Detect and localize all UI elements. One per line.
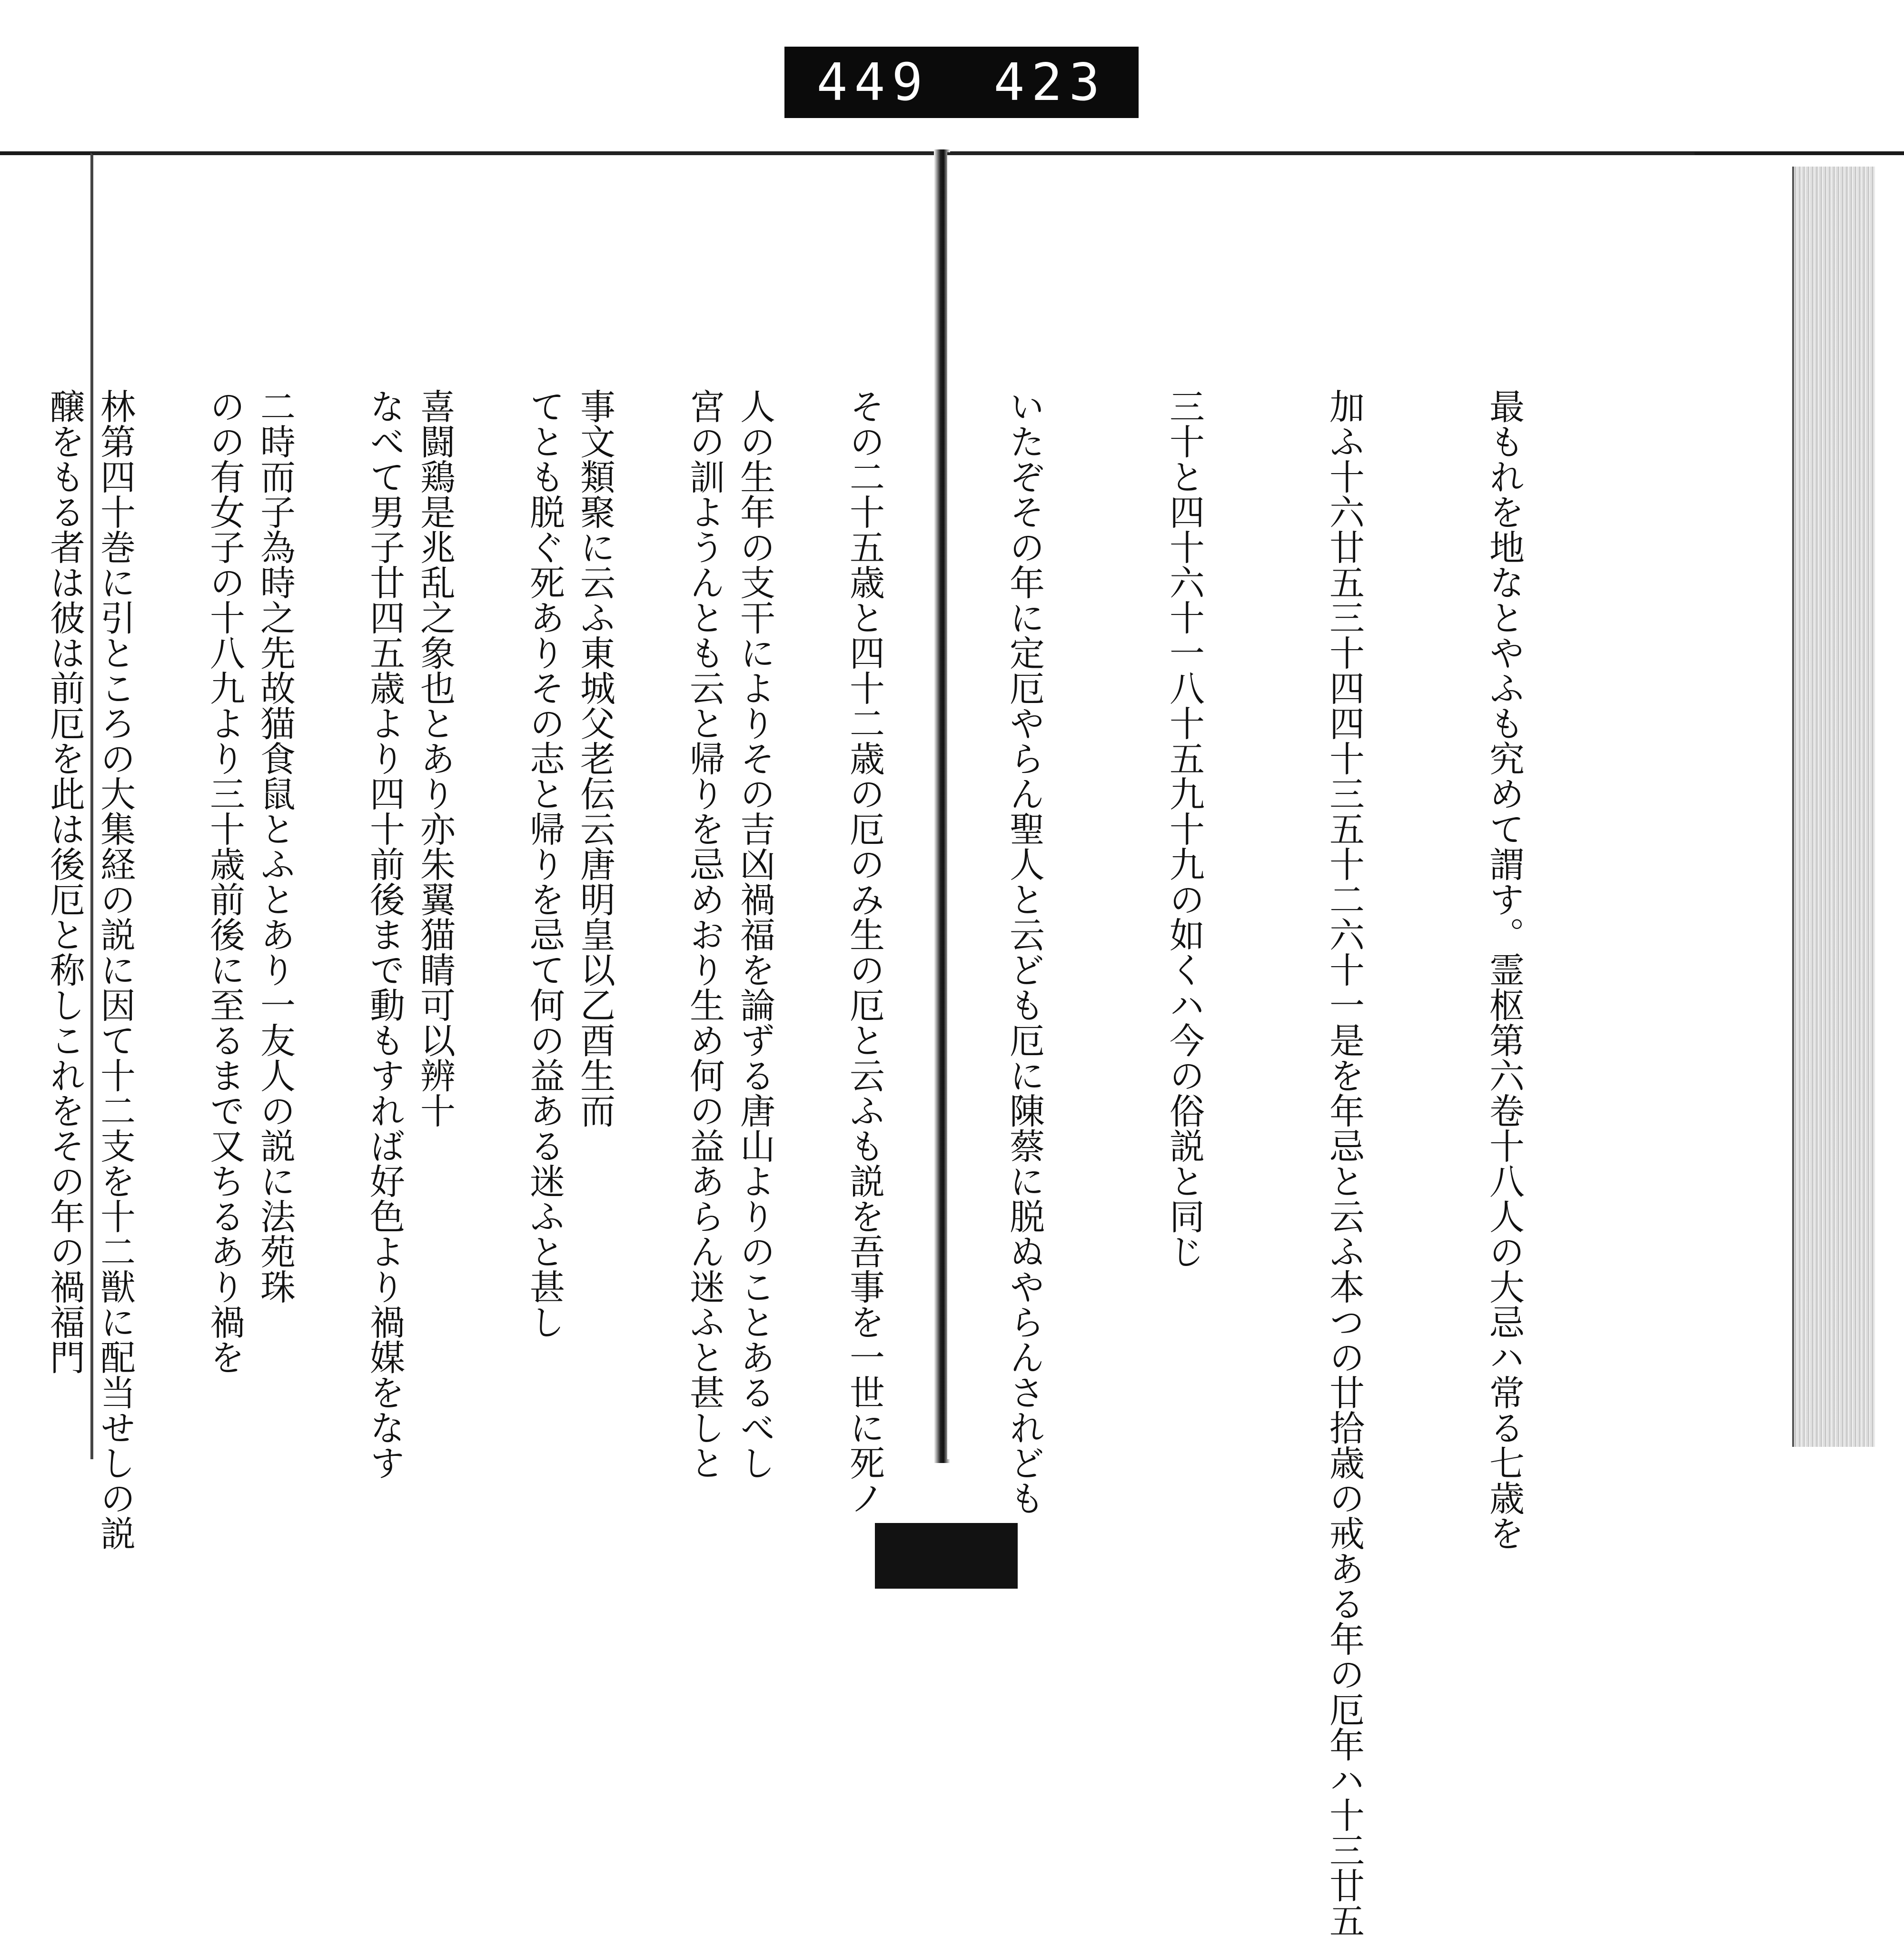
right-text-column: 醸をもる者は彼は前厄を此は後厄と称しこれをその年の禍福門 bbox=[44, 388, 85, 1374]
right-text-column: その二十五歳と四十二歳の厄のみ生の厄と云ふも説を吾事を一世に死ノ bbox=[844, 388, 885, 1515]
open-book bbox=[44, 152, 1823, 1938]
right-page-number: 423 bbox=[993, 52, 1107, 112]
right-text-column: なべて男子廿四五歳より四十前後まで動もすれば好色より禍媒をなす bbox=[364, 388, 405, 1480]
right-text-column: 最もれを地なとやふも究めて謂す。霊枢第六卷十八人の大忌ハ常る七歳を bbox=[1484, 388, 1525, 1551]
left-text-column: 喜闘鶏是兆乱之象也とあり亦朱翼猫睛可以辨十 bbox=[415, 388, 456, 1128]
right-text-column: のの有女子の十八九より三十歳前後に至るまで又ちるあり禍を bbox=[204, 388, 245, 1374]
spine-shadow bbox=[875, 1523, 1018, 1589]
right-text-column: いたぞその年に定厄やらん聖人と云ども厄に陳蔡に脱ぬやらんされども bbox=[1004, 388, 1045, 1515]
left-text-column: 二時而子為時之先故猫食鼠とふとあり一友人の説に法苑珠 bbox=[255, 388, 296, 1304]
page-number-label bbox=[784, 47, 1139, 118]
page-edge-stack bbox=[1792, 167, 1875, 1447]
left-page-number: 449 bbox=[816, 52, 930, 112]
left-text-column: 林第四十巻に引ところの大集経の説に因て十二支を十二獣に配当せしの説 bbox=[95, 388, 136, 1551]
right-text-column: 加ふ十六廿五三十四四十三五十二六十一是を年忌と云ふ本つの廿拾歳の戒ある年の厄年ハ十三廿五 bbox=[1324, 388, 1365, 1938]
right-text-column: 三十と四十六十一八十五九十九の如くハ今の俗説と同じ bbox=[1164, 388, 1205, 1269]
right-text-column: 宮の訓ようんとも云と帰りを忌めおり生め何の益あらん迷ふと甚しと bbox=[684, 388, 725, 1480]
right-text-column: てとも脱ぐ死ありその志と帰りを忌て何の益ある迷ふと甚し bbox=[524, 388, 565, 1339]
left-text-column: 人の生年の支干によりその吉凶禍福を論ずる唐山よりのことあるべし bbox=[734, 388, 775, 1480]
left-text-column: 事文類聚に云ふ東城父老伝云唐明皇以乙酉生而 bbox=[575, 388, 615, 1128]
right-page-text bbox=[0, 388, 1637, 1938]
